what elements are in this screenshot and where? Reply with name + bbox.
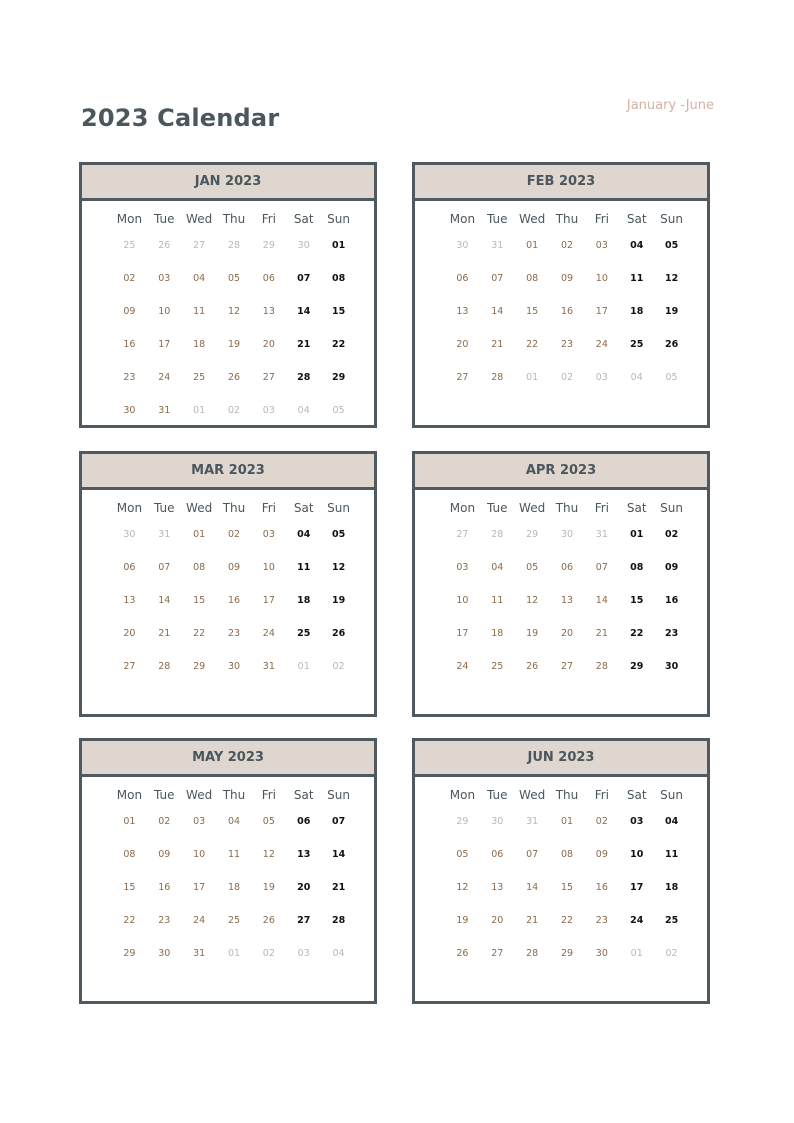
day-cell: 29 bbox=[456, 816, 469, 827]
weekday-label: Sun bbox=[327, 212, 350, 226]
day-cell: 05 bbox=[331, 529, 346, 540]
day-cell: 30 bbox=[158, 948, 171, 959]
day-cell: 21 bbox=[526, 915, 539, 926]
day-cell: 28 bbox=[227, 240, 241, 251]
day-cell: 19 bbox=[262, 882, 275, 893]
day-cell: 27 bbox=[560, 661, 574, 672]
day-cell: 29 bbox=[262, 240, 275, 251]
day-cell: 05 bbox=[664, 240, 679, 251]
day-cell: 10 bbox=[193, 849, 206, 860]
day-cell: 11 bbox=[297, 562, 311, 573]
day-cell: 07 bbox=[491, 273, 504, 284]
day-cell: 08 bbox=[193, 562, 206, 573]
day-cell: 23 bbox=[227, 628, 241, 639]
day-cell: 07 bbox=[595, 562, 608, 573]
day-cell: 24 bbox=[158, 372, 171, 383]
day-cell: 06 bbox=[297, 816, 311, 827]
day-cell: 25 bbox=[664, 915, 679, 926]
weekday-label: Sat bbox=[626, 788, 647, 802]
day-cell: 05 bbox=[262, 816, 275, 827]
day-cell: 11 bbox=[491, 595, 504, 606]
day-cell: 26 bbox=[664, 339, 679, 350]
month-jun-2023 bbox=[412, 738, 710, 1004]
day-cell: 23 bbox=[560, 339, 574, 350]
day-cell: 30 bbox=[227, 661, 241, 672]
day-cell: 30 bbox=[491, 816, 504, 827]
day-cell: 23 bbox=[123, 372, 136, 383]
day-cell: 24 bbox=[456, 661, 469, 672]
day-cell: 02 bbox=[665, 948, 678, 959]
day-cell: 14 bbox=[158, 595, 171, 606]
day-cell: 08 bbox=[331, 273, 346, 284]
weekday-label: Wed bbox=[519, 501, 546, 515]
day-cell: 20 bbox=[297, 882, 311, 893]
weekday-label: Fri bbox=[261, 788, 276, 802]
day-cell: 06 bbox=[491, 849, 504, 860]
day-cell: 13 bbox=[560, 595, 574, 606]
month-jan-2023 bbox=[79, 162, 377, 428]
day-cell: 24 bbox=[193, 915, 206, 926]
day-cell: 22 bbox=[630, 628, 644, 639]
day-cell: 25 bbox=[630, 339, 644, 350]
day-cell: 22 bbox=[331, 339, 346, 350]
day-cell: 16 bbox=[158, 882, 171, 893]
day-cell: 09 bbox=[123, 306, 136, 317]
day-cell: 04 bbox=[630, 372, 643, 383]
day-cell: 23 bbox=[664, 628, 679, 639]
day-cell: 29 bbox=[526, 529, 539, 540]
day-cell: 20 bbox=[123, 628, 136, 639]
day-cell: 09 bbox=[560, 273, 574, 284]
weekday-label: Wed bbox=[519, 788, 546, 802]
day-cell: 14 bbox=[331, 849, 346, 860]
day-cell: 04 bbox=[664, 816, 679, 827]
day-cell: 18 bbox=[491, 628, 504, 639]
day-cell: 09 bbox=[158, 849, 171, 860]
day-cell: 27 bbox=[456, 372, 469, 383]
day-cell: 16 bbox=[595, 882, 608, 893]
page-title: 2023 Calendar bbox=[81, 104, 280, 132]
day-cell: 31 bbox=[158, 529, 171, 540]
day-cell: 06 bbox=[262, 273, 275, 284]
day-cell: 22 bbox=[123, 915, 136, 926]
day-cell: 04 bbox=[630, 240, 644, 251]
day-cell: 10 bbox=[595, 273, 608, 284]
weekday-label: Thu bbox=[222, 788, 246, 802]
day-cell: 13 bbox=[123, 595, 136, 606]
day-cell: 12 bbox=[262, 849, 275, 860]
weekday-label: Wed bbox=[519, 212, 546, 226]
day-cell: 11 bbox=[227, 849, 241, 860]
weekday-label: Sat bbox=[626, 501, 647, 515]
day-cell: 16 bbox=[560, 306, 574, 317]
day-cell: 26 bbox=[456, 948, 469, 959]
day-cell: 07 bbox=[331, 816, 346, 827]
day-cell: 13 bbox=[297, 849, 311, 860]
day-cell: 05 bbox=[665, 372, 678, 383]
day-cell: 25 bbox=[193, 372, 206, 383]
weekday-label: Tue bbox=[154, 501, 175, 515]
day-cell: 26 bbox=[526, 661, 539, 672]
day-cell: 01 bbox=[526, 372, 539, 383]
day-cell: 05 bbox=[456, 849, 469, 860]
day-cell: 29 bbox=[630, 661, 644, 672]
day-grid bbox=[112, 498, 356, 683]
weekday-label: Fri bbox=[261, 212, 276, 226]
day-cell: 03 bbox=[595, 240, 608, 251]
month-apr-2023 bbox=[412, 451, 710, 717]
day-cell: 22 bbox=[560, 915, 574, 926]
day-cell: 26 bbox=[227, 372, 241, 383]
day-cell: 04 bbox=[491, 562, 504, 573]
day-cell: 17 bbox=[630, 882, 644, 893]
day-cell: 17 bbox=[456, 628, 469, 639]
day-cell: 26 bbox=[331, 628, 346, 639]
day-cell: 27 bbox=[193, 240, 206, 251]
day-cell: 02 bbox=[227, 529, 241, 540]
day-cell: 23 bbox=[158, 915, 171, 926]
day-cell: 21 bbox=[595, 628, 608, 639]
day-cell: 02 bbox=[227, 405, 241, 416]
weekday-label: Mon bbox=[449, 212, 476, 226]
day-cell: 21 bbox=[297, 339, 311, 350]
day-cell: 30 bbox=[664, 661, 679, 672]
weekday-label: Tue bbox=[487, 501, 508, 515]
day-cell: 15 bbox=[331, 306, 346, 317]
day-cell: 21 bbox=[491, 339, 504, 350]
day-cell: 05 bbox=[526, 562, 539, 573]
day-cell: 04 bbox=[193, 273, 206, 284]
month-feb-2023 bbox=[412, 162, 710, 428]
day-cell: 15 bbox=[560, 882, 574, 893]
day-cell: 28 bbox=[491, 529, 504, 540]
day-cell: 30 bbox=[595, 948, 608, 959]
weekday-label: Thu bbox=[555, 788, 579, 802]
day-cell: 31 bbox=[491, 240, 504, 251]
day-cell: 21 bbox=[331, 882, 346, 893]
day-cell: 01 bbox=[560, 816, 574, 827]
weekday-label: Sun bbox=[327, 788, 350, 802]
day-cell: 10 bbox=[158, 306, 171, 317]
day-cell: 16 bbox=[227, 595, 241, 606]
day-cell: 02 bbox=[123, 273, 136, 284]
day-cell: 03 bbox=[262, 405, 275, 416]
day-cell: 30 bbox=[123, 405, 136, 416]
day-cell: 30 bbox=[560, 529, 574, 540]
day-cell: 08 bbox=[526, 273, 539, 284]
day-cell: 17 bbox=[158, 339, 171, 350]
day-cell: 28 bbox=[595, 661, 608, 672]
day-cell: 02 bbox=[262, 948, 275, 959]
day-cell: 28 bbox=[491, 372, 504, 383]
day-cell: 28 bbox=[526, 948, 539, 959]
weekday-label: Fri bbox=[261, 501, 276, 515]
day-cell: 12 bbox=[526, 595, 539, 606]
weekday-label: Sun bbox=[327, 501, 350, 515]
day-cell: 01 bbox=[227, 948, 241, 959]
day-cell: 01 bbox=[193, 529, 206, 540]
weekday-label: Wed bbox=[186, 788, 213, 802]
day-cell: 23 bbox=[595, 915, 608, 926]
day-cell: 31 bbox=[595, 529, 608, 540]
day-cell: 19 bbox=[526, 628, 539, 639]
day-cell: 30 bbox=[456, 240, 469, 251]
day-cell: 13 bbox=[262, 306, 275, 317]
weekday-label: Fri bbox=[594, 212, 609, 226]
weekday-label: Tue bbox=[487, 788, 508, 802]
day-cell: 18 bbox=[630, 306, 644, 317]
day-cell: 03 bbox=[193, 816, 206, 827]
day-cell: 03 bbox=[297, 948, 310, 959]
day-cell: 27 bbox=[456, 529, 469, 540]
day-cell: 10 bbox=[262, 562, 275, 573]
day-cell: 11 bbox=[664, 849, 679, 860]
day-cell: 25 bbox=[227, 915, 241, 926]
day-cell: 27 bbox=[491, 948, 504, 959]
day-cell: 10 bbox=[630, 849, 644, 860]
day-cell: 02 bbox=[560, 240, 574, 251]
day-cell: 24 bbox=[595, 339, 608, 350]
day-cell: 09 bbox=[227, 562, 241, 573]
day-cell: 27 bbox=[262, 372, 275, 383]
day-cell: 17 bbox=[193, 882, 206, 893]
day-cell: 25 bbox=[491, 661, 504, 672]
weekday-label: Sat bbox=[293, 212, 314, 226]
day-cell: 26 bbox=[262, 915, 275, 926]
day-cell: 28 bbox=[297, 372, 311, 383]
day-cell: 03 bbox=[158, 273, 171, 284]
day-cell: 01 bbox=[123, 816, 136, 827]
day-cell: 01 bbox=[630, 948, 643, 959]
day-cell: 13 bbox=[491, 882, 504, 893]
day-cell: 24 bbox=[262, 628, 275, 639]
month-header: MAY 2023 bbox=[82, 741, 374, 777]
weekday-label: Thu bbox=[222, 501, 246, 515]
day-grid bbox=[112, 209, 356, 427]
day-cell: 19 bbox=[331, 595, 346, 606]
weekday-label: Thu bbox=[222, 212, 246, 226]
day-cell: 12 bbox=[227, 306, 241, 317]
day-cell: 18 bbox=[227, 882, 241, 893]
day-cell: 14 bbox=[595, 595, 608, 606]
month-header: MAR 2023 bbox=[82, 454, 374, 490]
day-cell: 22 bbox=[193, 628, 206, 639]
day-cell: 31 bbox=[526, 816, 539, 827]
day-cell: 15 bbox=[526, 306, 539, 317]
day-cell: 06 bbox=[560, 562, 574, 573]
day-cell: 30 bbox=[123, 529, 136, 540]
day-cell: 08 bbox=[560, 849, 574, 860]
day-cell: 05 bbox=[227, 273, 241, 284]
day-cell: 09 bbox=[595, 849, 608, 860]
day-cell: 13 bbox=[456, 306, 469, 317]
month-mar-2023 bbox=[79, 451, 377, 717]
weekday-label: Fri bbox=[594, 788, 609, 802]
day-cell: 12 bbox=[331, 562, 346, 573]
day-cell: 04 bbox=[227, 816, 241, 827]
month-header: JUN 2023 bbox=[415, 741, 707, 777]
day-cell: 29 bbox=[331, 372, 346, 383]
weekday-label: Sat bbox=[626, 212, 647, 226]
day-cell: 25 bbox=[297, 628, 311, 639]
day-cell: 03 bbox=[262, 529, 275, 540]
day-cell: 27 bbox=[123, 661, 136, 672]
day-cell: 08 bbox=[123, 849, 136, 860]
day-cell: 06 bbox=[123, 562, 136, 573]
weekday-label: Wed bbox=[186, 212, 213, 226]
weekday-label: Mon bbox=[116, 212, 143, 226]
weekday-label: Mon bbox=[116, 788, 143, 802]
day-cell: 06 bbox=[456, 273, 469, 284]
day-grid bbox=[445, 785, 689, 970]
day-cell: 07 bbox=[297, 273, 311, 284]
day-cell: 30 bbox=[297, 240, 310, 251]
weekday-label: Wed bbox=[186, 501, 213, 515]
day-cell: 19 bbox=[227, 339, 241, 350]
day-cell: 04 bbox=[332, 948, 345, 959]
month-may-2023 bbox=[79, 738, 377, 1004]
day-cell: 20 bbox=[456, 339, 469, 350]
day-cell: 21 bbox=[158, 628, 171, 639]
day-cell: 14 bbox=[297, 306, 311, 317]
day-cell: 05 bbox=[332, 405, 345, 416]
day-cell: 07 bbox=[526, 849, 539, 860]
weekday-label: Mon bbox=[449, 501, 476, 515]
month-header: JAN 2023 bbox=[82, 165, 374, 201]
month-header: FEB 2023 bbox=[415, 165, 707, 201]
day-cell: 01 bbox=[630, 529, 644, 540]
day-cell: 03 bbox=[456, 562, 469, 573]
weekday-label: Mon bbox=[116, 501, 143, 515]
day-cell: 20 bbox=[262, 339, 275, 350]
day-cell: 17 bbox=[262, 595, 275, 606]
day-cell: 29 bbox=[123, 948, 136, 959]
day-cell: 03 bbox=[630, 816, 644, 827]
day-cell: 29 bbox=[193, 661, 206, 672]
weekday-label: Sun bbox=[660, 212, 683, 226]
day-cell: 02 bbox=[560, 372, 574, 383]
day-cell: 25 bbox=[123, 240, 136, 251]
day-cell: 19 bbox=[664, 306, 679, 317]
day-cell: 04 bbox=[297, 405, 310, 416]
day-cell: 31 bbox=[158, 405, 171, 416]
day-cell: 20 bbox=[560, 628, 574, 639]
day-cell: 16 bbox=[664, 595, 679, 606]
day-cell: 18 bbox=[664, 882, 679, 893]
day-cell: 03 bbox=[595, 372, 608, 383]
day-cell: 01 bbox=[331, 240, 346, 251]
day-cell: 01 bbox=[193, 405, 206, 416]
day-grid bbox=[445, 498, 689, 683]
day-cell: 10 bbox=[456, 595, 469, 606]
weekday-label: Thu bbox=[555, 212, 579, 226]
day-cell: 20 bbox=[491, 915, 504, 926]
day-cell: 15 bbox=[630, 595, 644, 606]
day-cell: 28 bbox=[158, 661, 171, 672]
day-grid bbox=[112, 785, 356, 970]
weekday-label: Sun bbox=[660, 501, 683, 515]
weekday-label: Tue bbox=[487, 212, 508, 226]
day-cell: 27 bbox=[297, 915, 311, 926]
day-cell: 14 bbox=[491, 306, 504, 317]
day-cell: 18 bbox=[297, 595, 311, 606]
day-cell: 29 bbox=[560, 948, 574, 959]
day-cell: 02 bbox=[332, 661, 345, 672]
day-cell: 26 bbox=[158, 240, 171, 251]
day-cell: 12 bbox=[456, 882, 469, 893]
month-header: APR 2023 bbox=[415, 454, 707, 490]
day-cell: 02 bbox=[158, 816, 171, 827]
day-cell: 19 bbox=[456, 915, 469, 926]
day-cell: 22 bbox=[526, 339, 539, 350]
weekday-label: Sat bbox=[293, 788, 314, 802]
day-cell: 24 bbox=[630, 915, 644, 926]
day-cell: 01 bbox=[297, 661, 310, 672]
day-cell: 09 bbox=[664, 562, 679, 573]
day-cell: 14 bbox=[526, 882, 539, 893]
day-cell: 15 bbox=[123, 882, 136, 893]
day-cell: 08 bbox=[630, 562, 644, 573]
weekday-label: Tue bbox=[154, 788, 175, 802]
weekday-label: Thu bbox=[555, 501, 579, 515]
weekday-label: Mon bbox=[449, 788, 476, 802]
day-cell: 17 bbox=[595, 306, 608, 317]
day-cell: 07 bbox=[158, 562, 171, 573]
day-cell: 11 bbox=[193, 306, 206, 317]
day-cell: 18 bbox=[193, 339, 206, 350]
day-cell: 15 bbox=[193, 595, 206, 606]
day-cell: 31 bbox=[193, 948, 206, 959]
weekday-label: Sun bbox=[660, 788, 683, 802]
weekday-label: Fri bbox=[594, 501, 609, 515]
day-cell: 16 bbox=[123, 339, 136, 350]
page-subtitle: January -June bbox=[626, 98, 714, 113]
day-cell: 28 bbox=[331, 915, 346, 926]
day-cell: 31 bbox=[262, 661, 275, 672]
day-cell: 12 bbox=[664, 273, 679, 284]
day-cell: 02 bbox=[595, 816, 608, 827]
day-grid bbox=[445, 209, 689, 394]
weekday-label: Sat bbox=[293, 501, 314, 515]
day-cell: 02 bbox=[664, 529, 679, 540]
day-cell: 11 bbox=[630, 273, 644, 284]
day-cell: 04 bbox=[297, 529, 311, 540]
day-cell: 01 bbox=[526, 240, 539, 251]
weekday-label: Tue bbox=[154, 212, 175, 226]
